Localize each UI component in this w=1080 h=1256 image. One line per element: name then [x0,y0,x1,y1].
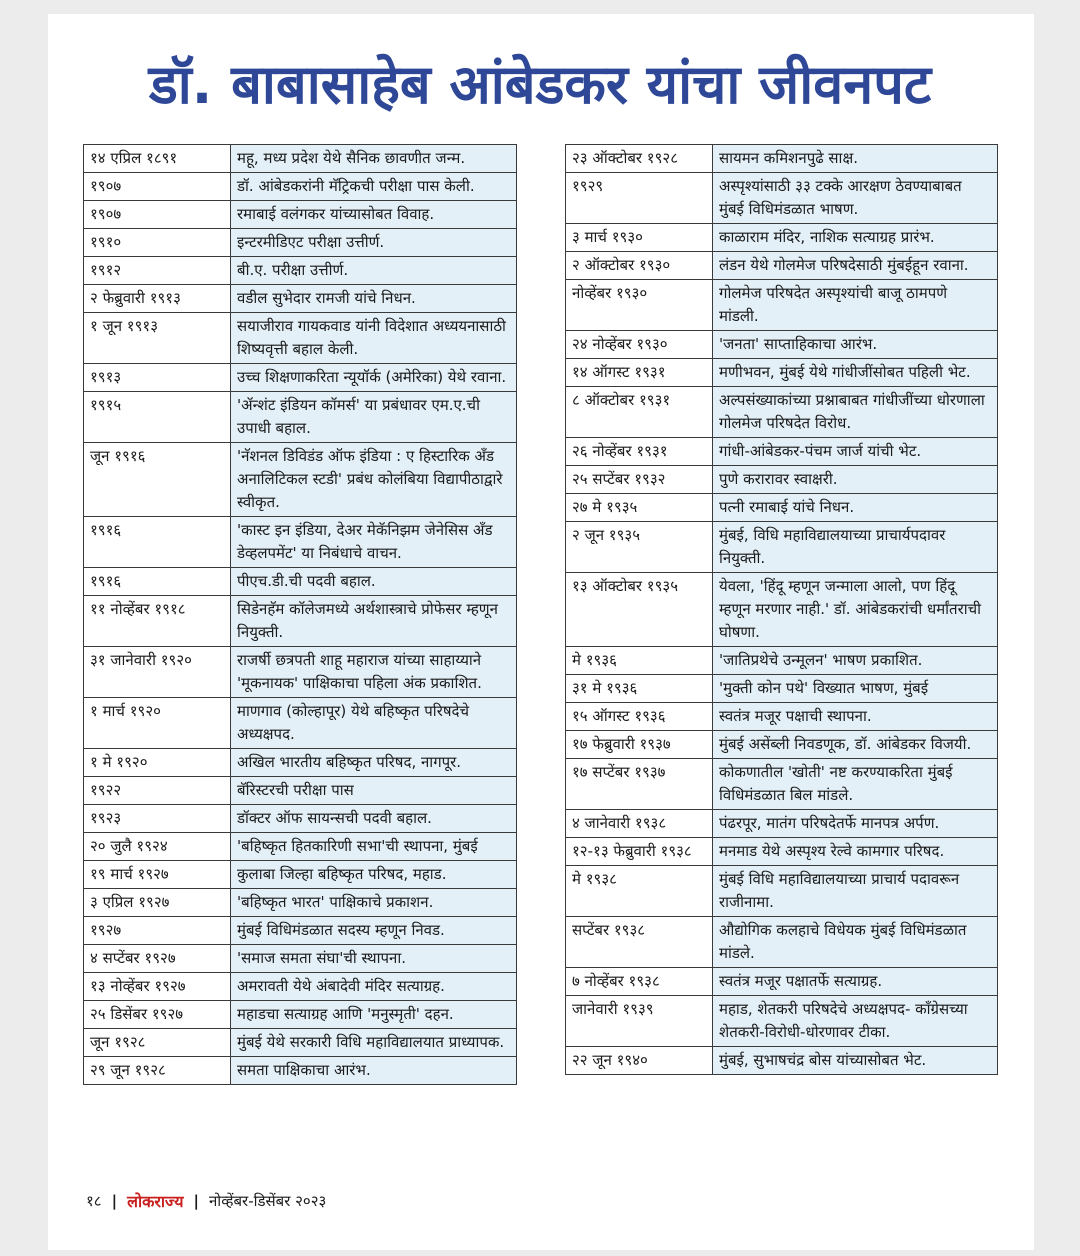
timeline-date: १२-१३ फेब्रुवारी १९३८ [566,838,713,866]
timeline-date: १९०७ [84,173,231,201]
timeline-event: कुलाबा जिल्हा बहिष्कृत परिषद, महाड. [231,861,517,889]
footer-separator: | [111,1192,118,1210]
timeline-row [84,173,517,201]
timeline-event: राजर्षी छत्रपती शाहू महाराज यांच्या साहाय्याने 'मूकनायक' पाक्षिकाचा पहिला अंक प्रकाशित. [231,647,517,698]
timeline-row [84,517,517,568]
timeline-table-left [83,144,517,1085]
timeline-event: डॉ. आंबेडकरांनी मॅट्रिकची परीक्षा पास केली. [231,173,517,201]
timeline-row [84,285,517,313]
timeline-event: येवला, 'हिंदू म्हणून जन्माला आलो, पण हिंदू म्हणून मरणार नाही.' डॉ. आंबेडकरांची धर्मांतराची घोषणा. [713,573,998,647]
timeline-row [566,703,998,731]
timeline-row [566,280,998,331]
timeline-event: अखिल भारतीय बहिष्कृत परिषद, नागपूर. [231,749,517,777]
timeline-row [566,145,998,173]
timeline-date: १९२२ [84,777,231,805]
timeline-date: सप्टेंबर १९३८ [566,917,713,968]
timeline-date: २७ मे १९३५ [566,494,713,522]
timeline-row [84,1001,517,1029]
timeline-event: पंढरपूर, मातंग परिषदेतर्फे मानपत्र अर्पण. [713,810,998,838]
timeline-event: वडील सुभेदार रामजी यांचे निधन. [231,285,517,313]
timeline-row [566,173,998,224]
timeline-row [566,252,998,280]
timeline-row [566,438,998,466]
timeline-date: २३ ऑक्टोबर १९२८ [566,145,713,173]
timeline-row [84,201,517,229]
timeline-event: मणीभवन, मुंबई येथे गांधीजींसोबत पहिली भेट. [713,359,998,387]
timeline-row [84,313,517,364]
timeline-date: ३१ मे १९३६ [566,675,713,703]
timeline-date: जून १९२८ [84,1029,231,1057]
timeline-event: 'जनता' साप्ताहिकाचा आरंभ. [713,331,998,359]
timeline-row [84,945,517,973]
timeline-event: बी.ए. परीक्षा उत्तीर्ण. [231,257,517,285]
timeline-date: ४ सप्टेंबर १९२७ [84,945,231,973]
timeline-event: रमाबाई वलंगकर यांच्यासोबत विवाह. [231,201,517,229]
timeline-event: 'कास्ट इन इंडिया, देअर मेकॅनिझम जेनेसिस अँड डेव्हलपमेंट' या निबंधाचे वाचन. [231,517,517,568]
timeline-event: सयाजीराव गायकवाड यांनी विदेशात अध्ययनासाठी शिष्यवृत्ती बहाल केली. [231,313,517,364]
timeline-row [566,522,998,573]
timeline-row [566,331,998,359]
timeline-event: काळाराम मंदिर, नाशिक सत्याग्रह प्रारंभ. [713,224,998,252]
timeline-table-right [565,144,998,1075]
timeline-row [84,568,517,596]
timeline-row [84,917,517,945]
timeline-date: १९१२ [84,257,231,285]
timeline-date: १९२७ [84,917,231,945]
timeline-row [84,861,517,889]
page-number: १८ [86,1192,102,1210]
timeline-row [566,810,998,838]
timeline-event: डॉक्टर ऑफ सायन्सची पदवी बहाल. [231,805,517,833]
timeline-row [566,1047,998,1075]
timeline-row [84,1029,517,1057]
timeline-event: कोकणातील 'खोती' नष्ट करण्याकरिता मुंबई विधिमंडळात बिल मांडले. [713,759,998,810]
timeline-event: 'समाज समता संघा'ची स्थापना. [231,945,517,973]
timeline-event: 'बहिष्कृत भारत' पाक्षिकाचे प्रकाशन. [231,889,517,917]
timeline-row [84,392,517,443]
timeline-event: समता पाक्षिकाचा आरंभ. [231,1057,517,1085]
timeline-event: मुंबई येथे सरकारी विधि महाविद्यालयात प्राध्यापक. [231,1029,517,1057]
timeline-date: १९२३ [84,805,231,833]
timeline-row [84,698,517,749]
timeline-date: जानेवारी १९३९ [566,996,713,1047]
timeline-date: २ ऑक्टोबर १९३० [566,252,713,280]
timeline-event: अस्पृश्यांसाठी ३३ टक्के आरक्षण ठेवण्याबाबत मुंबई विधिमंडळात भाषण. [713,173,998,224]
timeline-row [84,889,517,917]
timeline-row [84,805,517,833]
timeline-event: औद्योगिक कलहाचे विधेयक मुंबई विधिमंडळात मांडले. [713,917,998,968]
timeline-row [566,359,998,387]
timeline-row [84,364,517,392]
timeline-date: १३ ऑक्टोबर १९३५ [566,573,713,647]
timeline-date: ११ नोव्हेंबर १९१८ [84,596,231,647]
footer-separator: | [193,1192,199,1210]
timeline-row [84,973,517,1001]
timeline-row [84,777,517,805]
timeline-row [84,749,517,777]
timeline-event: स्वतंत्र मजूर पक्षातर्फे सत्याग्रह. [713,968,998,996]
timeline-event: महू, मध्य प्रदेश येथे सैनिक छावणीत जन्म. [231,145,517,173]
magazine-logo: लोकराज्य [127,1192,184,1211]
timeline-event: पुणे करारावर स्वाक्षरी. [713,466,998,494]
timeline-date: जून १९१६ [84,443,231,517]
timeline-date: २ फेब्रुवारी १९१३ [84,285,231,313]
timeline-event: 'बहिष्कृत हितकारिणी सभा'ची स्थापना, मुंबई [231,833,517,861]
timeline-event: मुंबई विधिमंडळात सदस्य म्हणून निवड. [231,917,517,945]
timeline-event: उच्च शिक्षणाकरिता न्यूयॉर्क (अमेरिका) येथे रवाना. [231,364,517,392]
timeline-date: ४ जानेवारी १९३८ [566,810,713,838]
timeline-event: महाड, शेतकरी परिषदेचे अध्यक्षपद- कॉंग्रेसच्या शेतकरी-विरोधी-धोरणावर टीका. [713,996,998,1047]
timeline-date: ३ एप्रिल १९२७ [84,889,231,917]
timeline-date: १५ ऑगस्ट १९३६ [566,703,713,731]
timeline-event: सिडेनहॅम कॉलेजमध्ये अर्थशास्त्राचे प्रोफेसर म्हणून नियुक्ती. [231,596,517,647]
timeline-row [84,443,517,517]
timeline-date: १९२९ [566,173,713,224]
timeline-row [84,596,517,647]
timeline-date: ३ मार्च १९३० [566,224,713,252]
timeline-event: मुंबई, विधि महाविद्यालयाच्या प्राचार्यपदावर नियुक्ती. [713,522,998,573]
timeline-event: माणगाव (कोल्हापूर) येथे बहिष्कृत परिषदेचे अध्यक्षपद. [231,698,517,749]
timeline-row [566,866,998,917]
timeline-event: सायमन कमिशनपुढे साक्ष. [713,145,998,173]
timeline-date: ८ ऑक्टोबर १९३१ [566,387,713,438]
timeline-row [566,968,998,996]
timeline-row [566,647,998,675]
timeline-date: २ जून १९३५ [566,522,713,573]
timeline-row [566,675,998,703]
timeline-event: 'मुक्ती कोन पथे' विख्यात भाषण, मुंबई [713,675,998,703]
timeline-row [566,224,998,252]
timeline-event: लंडन येथे गोलमेज परिषदेसाठी मुंबईहून रवाना. [713,252,998,280]
timeline-date: १ मे १९२० [84,749,231,777]
timeline-row [566,466,998,494]
timeline-event: 'नॅशनल डिविडंड ऑफ इंडिया : ए हिस्टारिक अँड अनालिटिकल स्टडी' प्रबंध कोलंबिया विद्यापीठाद्वारे स्वीकृत. [231,443,517,517]
timeline-date: १९१६ [84,568,231,596]
timeline-date: १९१० [84,229,231,257]
timeline-row [566,759,998,810]
timeline-date: ३१ जानेवारी १९२० [84,647,231,698]
timeline-row [566,838,998,866]
timeline-date: २५ सप्टेंबर १९३२ [566,466,713,494]
timeline-event: पत्नी रमाबाई यांचे निधन. [713,494,998,522]
timeline-date: २९ जून १९२८ [84,1057,231,1085]
timeline-row [566,573,998,647]
timeline-date: २५ डिसेंबर १९२७ [84,1001,231,1029]
timeline-date: २४ नोव्हेंबर १९३० [566,331,713,359]
timeline-row [566,387,998,438]
timeline-row [566,494,998,522]
timeline-date: १९०७ [84,201,231,229]
timeline-row [566,731,998,759]
timeline-date: १९ मार्च १९२७ [84,861,231,889]
timeline-date: १९१६ [84,517,231,568]
timeline-date: ७ नोव्हेंबर १९३८ [566,968,713,996]
timeline-date: १९१५ [84,392,231,443]
timeline-date: २२ जून १९४० [566,1047,713,1075]
timeline-event: महाडचा सत्याग्रह आणि 'मनुस्मृती' दहन. [231,1001,517,1029]
timeline-row [566,917,998,968]
timeline-date: १४ ऑगस्ट १९३१ [566,359,713,387]
timeline-date: १७ फेब्रुवारी १९३७ [566,731,713,759]
timeline-date: १९१३ [84,364,231,392]
timeline-date: १७ सप्टेंबर १९३७ [566,759,713,810]
timeline-event: अल्पसंख्याकांच्या प्रश्नाबाबत गांधीजींच्या धोरणाला गोलमेज परिषदेत विरोध. [713,387,998,438]
timeline-event: अमरावती येथे अंबादेवी मंदिर सत्याग्रह. [231,973,517,1001]
timeline-event: स्वतंत्र मजूर पक्षाची स्थापना. [713,703,998,731]
timeline-event: इन्टरमीडिएट परीक्षा उत्तीर्ण. [231,229,517,257]
issue-date: नोव्हेंबर-डिसेंबर २०२३ [208,1192,327,1210]
timeline-row [84,647,517,698]
timeline-event: पीएच.डी.ची पदवी बहाल. [231,568,517,596]
timeline-event: गोलमेज परिषदेत अस्पृश्यांची बाजू ठामपणे मांडली. [713,280,998,331]
page-footer [86,1188,326,1214]
timeline-date: १ मार्च १९२० [84,698,231,749]
timeline-row [84,229,517,257]
timeline-event: मुंबई असेंब्ली निवडणूक, डॉ. आंबेडकर विजयी. [713,731,998,759]
timeline-event: 'जातिप्रथेचे उन्मूलन' भाषण प्रकाशित. [713,647,998,675]
timeline-row [84,257,517,285]
timeline-event: मुंबई विधि महाविद्यालयाच्या प्राचार्य पदावरून राजीनामा. [713,866,998,917]
timeline-event: बॅरिस्टरची परीक्षा पास [231,777,517,805]
timeline-date: २० जुलै १९२४ [84,833,231,861]
timeline-event: मनमाड येथे अस्पृश्य रेल्वे कामगार परिषद. [713,838,998,866]
timeline-date: मे १९३८ [566,866,713,917]
timeline-date: मे १९३६ [566,647,713,675]
timeline-event: 'ॲन्शंट इंडियन कॉमर्स' या प्रबंधावर एम.ए.ची उपाधी बहाल. [231,392,517,443]
timeline-date: नोव्हेंबर १९३० [566,280,713,331]
timeline-date: १ जून १९१३ [84,313,231,364]
timeline-row [84,145,517,173]
timeline-date: २६ नोव्हेंबर १९३१ [566,438,713,466]
timeline-date: १३ नोव्हेंबर १९२७ [84,973,231,1001]
timeline-event: गांधी-आंबेडकर-पंचम जार्ज यांची भेट. [713,438,998,466]
timeline-row [84,1057,517,1085]
page-title: डॉ. बाबासाहेब आंबेडकर यांचा जीवनपट [148,53,932,116]
timeline-row [84,833,517,861]
timeline-row [566,996,998,1047]
timeline-event: मुंबई, सुभाषचंद्र बोस यांच्यासोबत भेट. [713,1047,998,1075]
timeline-date: १४ एप्रिल १८९१ [84,145,231,173]
